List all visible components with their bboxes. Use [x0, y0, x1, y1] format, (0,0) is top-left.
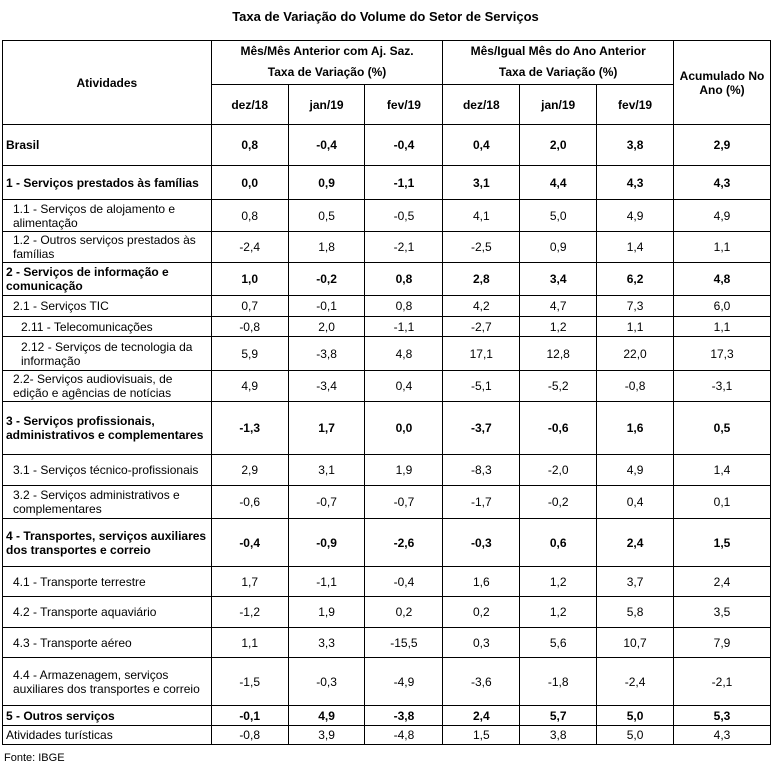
value-cell: 2,9 — [211, 455, 288, 486]
table-row — [3, 317, 771, 337]
value-cell: -0,9 — [288, 519, 365, 567]
value-cell: 3,3 — [288, 628, 365, 658]
header-group1-line2: Taxa de Variação (%) — [267, 65, 387, 79]
value-cell: 4,8 — [674, 263, 771, 296]
value-cell: 2,8 — [443, 263, 520, 296]
activity-label: 4.3 - Transporte aéreo — [3, 628, 212, 658]
value-cell: -2,1 — [365, 232, 443, 263]
value-cell: 0,2 — [365, 597, 443, 628]
value-cell: 0,6 — [520, 519, 597, 567]
value-cell: -0,7 — [365, 486, 443, 519]
value-cell: -0,3 — [443, 519, 520, 567]
value-cell: 1,9 — [288, 597, 365, 628]
value-cell: 3,8 — [520, 726, 597, 745]
value-cell: -0,4 — [288, 125, 365, 166]
value-cell: 1,4 — [674, 455, 771, 486]
value-cell: 1,6 — [443, 567, 520, 597]
value-cell: 2,0 — [520, 125, 597, 166]
value-cell: -3,6 — [443, 658, 520, 706]
value-cell: 5,6 — [520, 628, 597, 658]
activity-label: 3.2 - Serviços administrativos e complementares — [3, 486, 212, 519]
value-cell: -2,4 — [211, 232, 288, 263]
value-cell: -2,0 — [520, 455, 597, 486]
value-cell: 2,4 — [597, 519, 674, 567]
value-cell: -0,2 — [288, 263, 365, 296]
value-cell: 2,4 — [674, 567, 771, 597]
value-cell: 4,9 — [674, 200, 771, 232]
value-cell: 2,9 — [674, 125, 771, 166]
value-cell: 5,0 — [597, 706, 674, 726]
table-row — [3, 263, 771, 296]
value-cell: 1,1 — [674, 317, 771, 337]
header-group2-line1: Mês/Igual Mês do Ano Anterior — [470, 44, 646, 58]
table-body — [3, 125, 771, 745]
value-cell: 5,0 — [597, 726, 674, 745]
value-cell: 0,4 — [365, 371, 443, 402]
value-cell: -0,2 — [520, 486, 597, 519]
table-row — [3, 166, 771, 200]
value-cell: 2,0 — [288, 317, 365, 337]
header-month: jan/19 — [288, 85, 365, 125]
value-cell: -2,6 — [365, 519, 443, 567]
value-cell: -0,1 — [211, 706, 288, 726]
activity-label: 4.2 - Transporte aquaviário — [3, 597, 212, 628]
value-cell: 0,8 — [365, 296, 443, 317]
value-cell: 4,1 — [443, 200, 520, 232]
value-cell: 0,5 — [288, 200, 365, 232]
table-row — [3, 519, 771, 567]
value-cell: 0,4 — [597, 486, 674, 519]
value-cell: -8,3 — [443, 455, 520, 486]
value-cell: 5,8 — [597, 597, 674, 628]
value-cell: 0,0 — [365, 402, 443, 455]
value-cell: 4,4 — [520, 166, 597, 200]
value-cell: 0,9 — [288, 166, 365, 200]
table-row — [3, 658, 771, 706]
value-cell: 1,7 — [211, 567, 288, 597]
header-month: dez/18 — [211, 85, 288, 125]
header-month: fev/19 — [365, 85, 443, 125]
activity-label: 1 - Serviços prestados às famílias — [3, 166, 212, 200]
table-row — [3, 726, 771, 745]
value-cell: 0,4 — [443, 125, 520, 166]
value-cell: -5,2 — [520, 371, 597, 402]
table-row — [3, 706, 771, 726]
header-group2-line2: Taxa de Variação (%) — [498, 65, 618, 79]
table-row — [3, 200, 771, 232]
value-cell: 1,8 — [288, 232, 365, 263]
value-cell: -0,8 — [211, 317, 288, 337]
value-cell: 1,9 — [365, 455, 443, 486]
value-cell: -1,7 — [443, 486, 520, 519]
value-cell: -1,1 — [365, 317, 443, 337]
value-cell: -1,3 — [211, 402, 288, 455]
value-cell: 4,3 — [674, 166, 771, 200]
activity-label: 2 - Serviços de informação e comunicação — [3, 263, 212, 296]
value-cell: -4,8 — [365, 726, 443, 745]
value-cell: 1,5 — [443, 726, 520, 745]
header-month: fev/19 — [597, 85, 674, 125]
value-cell: 3,4 — [520, 263, 597, 296]
value-cell: 3,1 — [288, 455, 365, 486]
value-cell: -4,9 — [365, 658, 443, 706]
value-cell: 4,9 — [597, 455, 674, 486]
activity-label: 2.2- Serviços audiovisuais, de edição e agências de notícias — [3, 371, 212, 402]
value-cell: 2,4 — [443, 706, 520, 726]
value-cell: 1,0 — [211, 263, 288, 296]
value-cell: -3,7 — [443, 402, 520, 455]
table-row — [3, 402, 771, 455]
value-cell: 4,8 — [365, 337, 443, 371]
table-row — [3, 232, 771, 263]
value-cell: 0,0 — [211, 166, 288, 200]
value-cell: -3,4 — [288, 371, 365, 402]
header-group-ano-anterior — [443, 41, 674, 85]
activity-label: 2.12 - Serviços de tecnologia da informação — [3, 337, 212, 371]
value-cell: 0,9 — [520, 232, 597, 263]
value-cell: 3,7 — [597, 567, 674, 597]
value-cell: -0,5 — [365, 200, 443, 232]
value-cell: 3,5 — [674, 597, 771, 628]
value-cell: 1,4 — [597, 232, 674, 263]
value-cell: -0,4 — [365, 567, 443, 597]
activity-label: Atividades turísticas — [3, 726, 212, 745]
table-row — [3, 597, 771, 628]
value-cell: 4,7 — [520, 296, 597, 317]
value-cell: -2,1 — [674, 658, 771, 706]
activity-label: 3 - Serviços profissionais, administrativos e complementares — [3, 402, 212, 455]
value-cell: -0,6 — [520, 402, 597, 455]
value-cell: 4,9 — [288, 706, 365, 726]
value-cell: 1,2 — [520, 597, 597, 628]
value-cell: -1,8 — [520, 658, 597, 706]
table-row — [3, 337, 771, 371]
value-cell: -2,7 — [443, 317, 520, 337]
services-volume-table — [2, 40, 771, 745]
value-cell: 1,2 — [520, 567, 597, 597]
source-note: Fonte: IBGE — [4, 752, 65, 764]
header-group-mes-anterior — [211, 41, 443, 85]
table-row — [3, 455, 771, 486]
value-cell: -2,4 — [597, 658, 674, 706]
value-cell: 17,1 — [443, 337, 520, 371]
value-cell: 0,1 — [674, 486, 771, 519]
value-cell: -1,5 — [211, 658, 288, 706]
value-cell: 0,7 — [211, 296, 288, 317]
table-row — [3, 486, 771, 519]
value-cell: 1,1 — [674, 232, 771, 263]
value-cell: 3,9 — [288, 726, 365, 745]
table-row — [3, 628, 771, 658]
header-group1-line1: Mês/Mês Anterior com Aj. Saz. — [240, 44, 414, 58]
value-cell: 6,2 — [597, 263, 674, 296]
table-title: Taxa de Variação do Volume do Setor de Serviços — [232, 9, 539, 24]
header-month: dez/18 — [443, 85, 520, 125]
value-cell: -0,8 — [211, 726, 288, 745]
activity-label: Brasil — [3, 125, 212, 166]
activity-label: 5 - Outros serviços — [3, 706, 212, 726]
value-cell: 1,1 — [597, 317, 674, 337]
value-cell: 10,7 — [597, 628, 674, 658]
value-cell: 7,3 — [597, 296, 674, 317]
value-cell: -15,5 — [365, 628, 443, 658]
table-row — [3, 371, 771, 402]
value-cell: 12,8 — [520, 337, 597, 371]
activity-label: 2.11 - Telecomunicações — [3, 317, 212, 337]
value-cell: -0,3 — [288, 658, 365, 706]
activity-label: 4.1 - Transporte terrestre — [3, 567, 212, 597]
value-cell: -5,1 — [443, 371, 520, 402]
header-acumulado: Acumulado No Ano (%) — [674, 41, 771, 125]
value-cell: -0,8 — [597, 371, 674, 402]
value-cell: -1,1 — [288, 567, 365, 597]
value-cell: -2,5 — [443, 232, 520, 263]
activity-label: 3.1 - Serviços técnico-profissionais — [3, 455, 212, 486]
value-cell: 6,0 — [674, 296, 771, 317]
value-cell: -0,4 — [211, 519, 288, 567]
value-cell: -3,1 — [674, 371, 771, 402]
activity-label: 1.2 - Outros serviços prestados às famílias — [3, 232, 212, 263]
value-cell: 4,2 — [443, 296, 520, 317]
value-cell: 0,5 — [674, 402, 771, 455]
table-row — [3, 125, 771, 166]
value-cell: 4,3 — [674, 726, 771, 745]
value-cell: 0,8 — [211, 125, 288, 166]
value-cell: 3,1 — [443, 166, 520, 200]
value-cell: 5,7 — [520, 706, 597, 726]
value-cell: -0,6 — [211, 486, 288, 519]
value-cell: -0,4 — [365, 125, 443, 166]
value-cell: -0,7 — [288, 486, 365, 519]
value-cell: -3,8 — [365, 706, 443, 726]
value-cell: 4,9 — [597, 200, 674, 232]
value-cell: 0,8 — [211, 200, 288, 232]
value-cell: 1,2 — [520, 317, 597, 337]
value-cell: 5,0 — [520, 200, 597, 232]
value-cell: 5,3 — [674, 706, 771, 726]
value-cell: 1,7 — [288, 402, 365, 455]
activity-label: 1.1 - Serviços de alojamento e alimentação — [3, 200, 212, 232]
value-cell: 3,8 — [597, 125, 674, 166]
value-cell: 1,5 — [674, 519, 771, 567]
value-cell: 5,9 — [211, 337, 288, 371]
value-cell: 0,3 — [443, 628, 520, 658]
value-cell: 4,9 — [211, 371, 288, 402]
value-cell: 0,2 — [443, 597, 520, 628]
activity-label: 2.1 - Serviços TIC — [3, 296, 212, 317]
value-cell: 0,8 — [365, 263, 443, 296]
value-cell: -0,1 — [288, 296, 365, 317]
activity-label: 4.4 - Armazenagem, serviços auxiliares dos transportes e correio — [3, 658, 212, 706]
table-row — [3, 567, 771, 597]
value-cell: 22,0 — [597, 337, 674, 371]
value-cell: 4,3 — [597, 166, 674, 200]
value-cell: -1,1 — [365, 166, 443, 200]
value-cell: 1,6 — [597, 402, 674, 455]
header-month: jan/19 — [520, 85, 597, 125]
header-atividades: Atividades — [3, 41, 212, 125]
value-cell: -3,8 — [288, 337, 365, 371]
activity-label: 4 - Transportes, serviços auxiliares dos transportes e correio — [3, 519, 212, 567]
value-cell: 1,1 — [211, 628, 288, 658]
value-cell: -1,2 — [211, 597, 288, 628]
value-cell: 17,3 — [674, 337, 771, 371]
table-row — [3, 296, 771, 317]
value-cell: 7,9 — [674, 628, 771, 658]
